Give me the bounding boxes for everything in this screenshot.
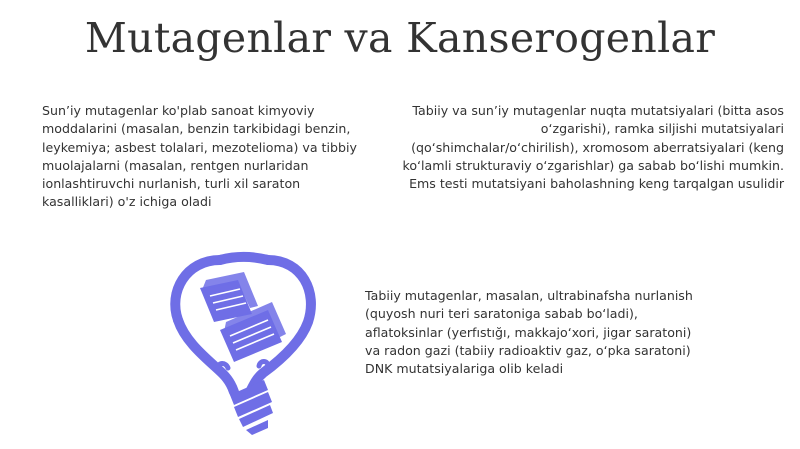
slide-title: Mutagenlar va Kanserogenlar xyxy=(84,14,716,62)
natural-mutagens-text: Tabiiy mutagenlar, masalan, ultrabinafsha nurlanish (quyosh nuri teri saratoniga sabab bo‘ladi), aflatoksinlar (yerfıstığı, makkajo‘xori, jigar saratoni) va radon gazi (tabiiy radioaktiv gaz, o‘pka saratoni) DNK mutatsiyalariga olib keladi xyxy=(365,288,693,377)
mutation-types-text: Tabiiy va sun’iy mutagenlar nuqta mutatsiyalari (bitta asos o‘zgarishi), ramka siljishi mutatsiyalari (qo‘shimchalar/o‘chirilish), xromosom aberratsiyalari (keng ko‘lamli strukturaviy o‘zgarishlar) ga sabab bo‘lishi mumkin. Ems testi mutatsiyani baholashning keng tarqalgan usulidir xyxy=(402,103,784,192)
lightbulb-with-book-icon xyxy=(160,250,320,440)
artificial-mutagens-text: Sun’iy mutagenlar ko'plab sanoat kimyoviy moddalarini (masalan, benzin tarkibidagi benzin, leykemiya; asbest tolalari, mezotelioma) va tibbiy muolajalarni (masalan, rentgen nurlaridan ionlashtiruvchi nurlanish, turli xil saraton kasalliklari) o'z ichiga oladi xyxy=(42,103,357,210)
